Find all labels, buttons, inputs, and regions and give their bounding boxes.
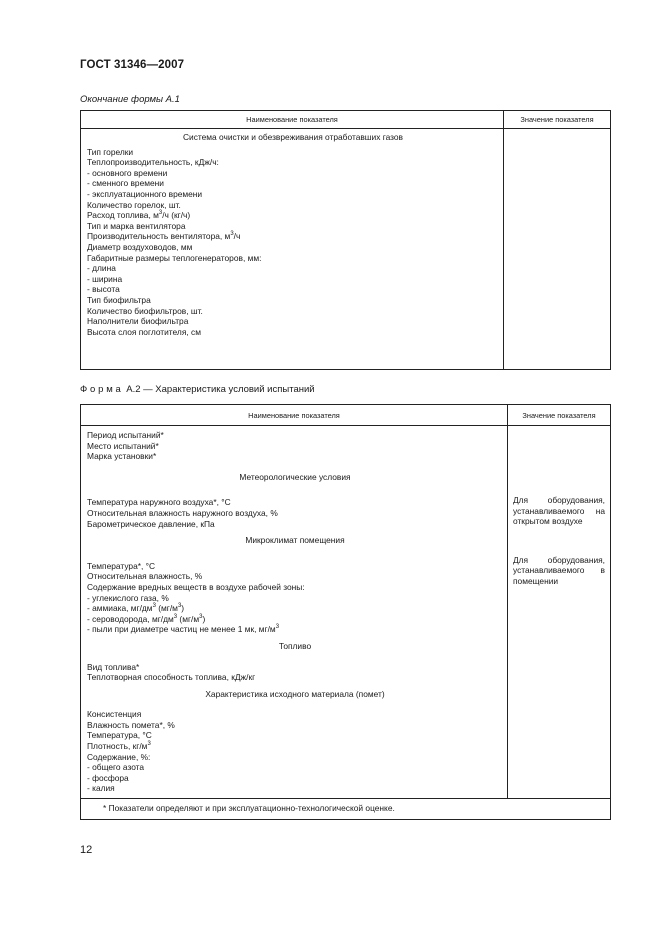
form-a1-col2-header: Значение показателя (504, 111, 611, 129)
indicator-text: - фосфора (87, 772, 129, 783)
indicator-text: Температура, °С (87, 730, 152, 741)
indicator-row (87, 295, 499, 306)
indicator-row (87, 783, 503, 794)
indicator-text: - калия (87, 783, 115, 794)
indicator-text: - основного времени (87, 167, 168, 178)
form-a2-value-cell (508, 426, 611, 799)
footnote: * Показатели определяют и при эксплуатационно-технологической оценке. (81, 799, 611, 820)
indicator-text: Наполнители биофильтра (87, 316, 189, 327)
superscript: 3 (230, 231, 234, 238)
indicator-text: - высота (87, 284, 120, 295)
indicator-row (87, 593, 503, 604)
section-title-microclimate: Микроклимат помещения (245, 535, 345, 546)
indicator-row (87, 327, 499, 338)
indicator-text: Вид топлива* (87, 661, 140, 672)
indicator-row (87, 720, 503, 731)
indicator-text: Место испытаний* (87, 440, 159, 451)
indicator-text: Плотность, кг/м (87, 741, 148, 752)
indicator-text: Период испытаний* (87, 430, 164, 440)
microclimate-rows (87, 561, 503, 635)
indicator-text: - длина (87, 263, 116, 274)
indicator-text: - углекислого газа, % (87, 592, 169, 603)
section-title-meteo: Метеорологические условия (239, 471, 351, 482)
form-a1-rows (87, 147, 499, 338)
indicator-text: Теплопроизводительность, кДж/ч: (87, 157, 219, 168)
indicator-row (87, 709, 503, 720)
indicator-row (87, 441, 503, 452)
fuel-rows (87, 662, 503, 683)
superscript: 3 (199, 613, 203, 620)
meteo-value: Для оборудования, устанавливаемого на открытом воздухе (513, 495, 605, 527)
section-title-fuel: Топливо (278, 640, 312, 651)
superscript: 3 (147, 741, 151, 748)
form-a2-caption-rest: А.2 — Характеристика условий испытаний (126, 384, 315, 395)
indicator-text: /ч (233, 231, 241, 242)
material-rows (87, 709, 503, 794)
superscript: 3 (275, 624, 280, 631)
indicator-text: Диаметр воздуховодов, мм (87, 241, 193, 252)
indicator-text: /ч (кг/ч) (162, 210, 191, 221)
indicator-row (87, 561, 503, 572)
indicator-text: (мг/м (155, 603, 178, 614)
indicator-row (87, 451, 503, 462)
section-title-gas-cleaning: Система очистки и обезвреживания отработавших газов (182, 132, 403, 142)
indicator-row (87, 741, 503, 752)
microclimate-value: Для оборудования, устанавливаемого в помещении (513, 554, 605, 586)
indicator-row (87, 730, 503, 741)
indicator-row (87, 210, 499, 221)
indicator-text: (мг/м (177, 613, 200, 624)
indicator-text: Относительная влажность, % (87, 571, 203, 582)
indicator-row (87, 168, 499, 179)
form-a2-caption-prefix: Форма (80, 384, 124, 395)
general-rows (87, 430, 503, 462)
indicator-text: - сменного времени (87, 178, 164, 189)
form-a1-indicators-cell (81, 129, 504, 370)
document-header: ГОСТ 31346—2007 (80, 59, 185, 71)
indicator-text: Марка установки* (87, 451, 157, 462)
indicator-row (87, 519, 503, 530)
indicator-row (87, 274, 499, 285)
indicator-row (87, 306, 499, 317)
form-a1-col1-header: Наименование показателя (81, 111, 504, 129)
indicator-row (87, 603, 503, 614)
superscript: 3 (158, 210, 163, 217)
indicator-row (87, 316, 499, 327)
indicator-row (87, 157, 499, 168)
indicator-text: Тип и марка вентилятора (87, 220, 186, 231)
indicator-row (87, 624, 503, 635)
indicator-row (87, 762, 503, 773)
superscript: 3 (152, 603, 156, 610)
indicator-row (87, 242, 499, 253)
section-title-material: Характеристика исходного материала (помет) (205, 688, 385, 699)
indicator-row (87, 284, 499, 295)
indicator-row (87, 508, 503, 519)
indicator-text: - ширина (87, 273, 123, 284)
indicator-row (87, 582, 503, 593)
indicator-row (87, 189, 499, 200)
indicator-text: Содержание вредных веществ в воздухе рабочей зоны: (87, 581, 305, 592)
indicator-row (87, 221, 499, 232)
indicator-row (87, 263, 499, 274)
indicator-row (87, 253, 499, 264)
indicator-text: Относительная влажность наружного воздуха, % (87, 507, 278, 518)
indicator-text: Количество горелок, шт. (87, 199, 181, 210)
indicator-row (87, 430, 503, 441)
indicator-text: Высота слоя поглотителя, см (87, 326, 201, 337)
indicator-row (87, 752, 503, 763)
form-a2-col1-header: Наименование показателя (81, 405, 508, 426)
indicator-text: Габаритные размеры теплогенераторов, мм: (87, 252, 262, 263)
indicator-text: - аммиака, мг/дм (87, 603, 153, 614)
indicator-text: Теплотворная способность топлива, кДж/кг (87, 672, 256, 683)
indicator-text: Температура наружного воздуха*, °С (87, 497, 231, 508)
meteo-rows (87, 497, 503, 529)
form-a2-indicators-cell (81, 426, 508, 799)
form-a2-col2-header: Значение показателя (508, 405, 611, 426)
indicator-text: Консистенция (87, 709, 142, 720)
page-number: 12 (80, 844, 93, 856)
indicator-text: Тип биофильтра (87, 294, 151, 305)
indicator-text: Барометрическое давление, кПа (87, 518, 215, 529)
indicator-text: Тип горелки (87, 146, 134, 157)
indicator-row (87, 200, 499, 211)
indicator-text: - пыли при диаметре частиц не менее 1 мк, мг/м (87, 624, 276, 635)
indicator-row (87, 773, 503, 784)
indicator-text: Содержание, %: (87, 751, 151, 762)
indicator-text: Температура*, °С (87, 560, 156, 571)
indicator-text: Расход топлива, м (87, 210, 159, 221)
form-a2-table (80, 404, 611, 820)
indicator-text: - общего азота (87, 762, 145, 773)
indicator-text: ) (202, 613, 206, 624)
form-a1-value-cell (504, 129, 611, 370)
indicator-row (87, 231, 499, 242)
indicator-text: - эксплуатационного времени (87, 188, 203, 199)
form-a1-caption: Окончание формы А.1 (80, 94, 180, 105)
indicator-text: Производительность вентилятора, м (87, 231, 231, 242)
indicator-row (87, 672, 503, 683)
indicator-text: - сероводорода, мг/дм (87, 613, 174, 624)
indicator-row (87, 614, 503, 625)
indicator-text: Количество биофильтров, шт. (87, 305, 203, 316)
indicator-row (87, 497, 503, 508)
indicator-text: ) (181, 603, 185, 614)
indicator-row (87, 662, 503, 673)
indicator-row (87, 178, 499, 189)
form-a2-caption (80, 384, 315, 395)
form-a1-table (80, 110, 611, 370)
superscript: 3 (177, 603, 182, 610)
indicator-row (87, 571, 503, 582)
indicator-text: Влажность помета*, % (87, 719, 175, 730)
indicator-row (87, 147, 499, 158)
superscript: 3 (173, 613, 178, 620)
